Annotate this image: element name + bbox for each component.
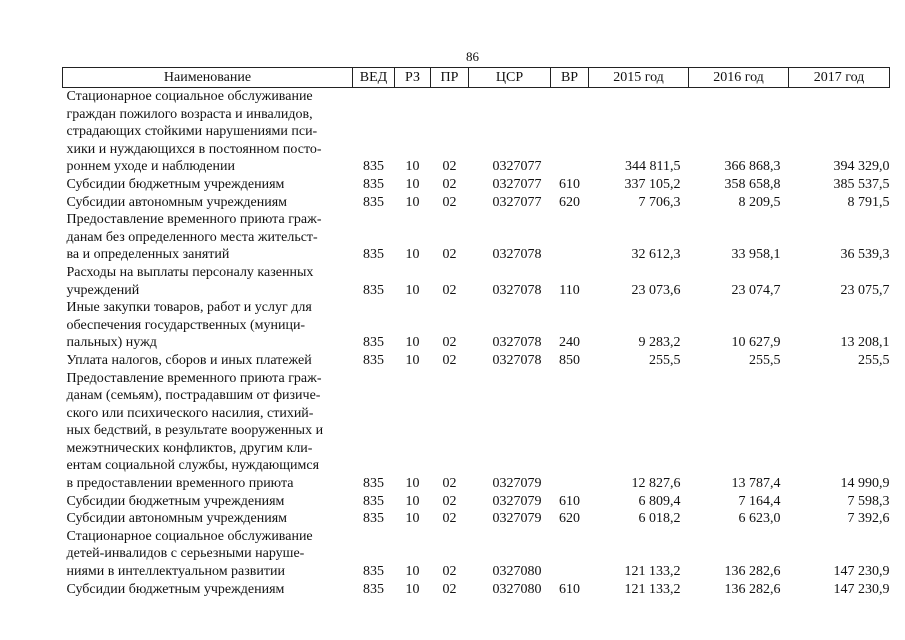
table-row bbox=[63, 176, 890, 194]
header-rz: РЗ bbox=[395, 68, 431, 88]
row-amount-2016: 366 868,3 bbox=[724, 159, 781, 175]
table-row bbox=[63, 264, 890, 299]
row-name: Уплата налогов, сборов и иных платежей bbox=[66, 352, 312, 368]
row-csr: 0327080 bbox=[492, 581, 542, 597]
row-amount-2017: 36 539,3 bbox=[840, 247, 890, 263]
row-pr: 02 bbox=[442, 282, 457, 298]
row-ved: 835 bbox=[363, 335, 384, 351]
table-row bbox=[63, 88, 890, 176]
row-name: Субсидии автономным учреждениям bbox=[66, 194, 288, 210]
row-ved: 835 bbox=[363, 511, 384, 527]
row-name: Иные закупки товаров, работ и услуг для обеспечения государственных (муници- пальных) нужд bbox=[66, 300, 312, 351]
row-pr: 02 bbox=[442, 335, 457, 351]
row-amount-2017: 385 537,5 bbox=[833, 176, 890, 192]
row-name: Субсидии бюджетным учреждениям bbox=[66, 176, 285, 192]
row-amount-2015: 12 827,6 bbox=[631, 476, 681, 492]
row-pr: 02 bbox=[442, 581, 457, 597]
header-pr: ПР bbox=[431, 68, 469, 88]
row-ved: 835 bbox=[363, 159, 384, 175]
row-ved: 835 bbox=[363, 247, 384, 263]
table-row bbox=[63, 510, 890, 528]
row-amount-2016: 7 164,4 bbox=[738, 493, 781, 509]
row-amount-2015: 9 283,2 bbox=[638, 335, 681, 351]
row-amount-2017: 13 208,1 bbox=[840, 335, 890, 351]
header-ved: ВЕД bbox=[353, 68, 395, 88]
row-name: Предоставление временного приюта граж- данам без определенного места жительст- ва и определенных занятий bbox=[66, 212, 322, 263]
header-name: Наименование bbox=[63, 68, 353, 88]
row-amount-2015: 255,5 bbox=[649, 352, 681, 368]
row-vr: 610 bbox=[559, 176, 580, 192]
row-csr: 0327078 bbox=[492, 335, 542, 351]
row-ved: 835 bbox=[363, 194, 384, 210]
row-amount-2016: 13 787,4 bbox=[731, 476, 781, 492]
row-rz: 10 bbox=[405, 194, 420, 210]
row-amount-2015: 337 105,2 bbox=[624, 176, 681, 192]
row-amount-2017: 23 075,7 bbox=[840, 282, 890, 298]
row-amount-2017: 7 392,6 bbox=[847, 511, 890, 527]
table-row bbox=[63, 194, 890, 212]
row-vr bbox=[551, 528, 589, 581]
table-header-row bbox=[63, 68, 890, 88]
row-amount-2016: 8 209,5 bbox=[738, 194, 781, 210]
row-csr: 0327079 bbox=[492, 511, 542, 527]
row-amount-2015: 344 811,5 bbox=[625, 159, 681, 175]
row-name: Субсидии автономным учреждениям bbox=[66, 511, 288, 527]
row-vr bbox=[551, 370, 589, 493]
row-vr: 240 bbox=[559, 335, 580, 351]
page-number: 86 bbox=[466, 49, 479, 64]
row-amount-2017: 255,5 bbox=[858, 352, 890, 368]
row-rz: 10 bbox=[405, 581, 420, 597]
row-csr: 0327077 bbox=[492, 194, 542, 210]
row-vr: 110 bbox=[559, 282, 580, 298]
row-pr: 02 bbox=[442, 352, 457, 368]
table-body bbox=[63, 88, 890, 599]
row-vr: 610 bbox=[559, 581, 580, 597]
row-amount-2016: 33 958,1 bbox=[731, 247, 781, 263]
row-csr: 0327078 bbox=[492, 247, 542, 263]
row-ved: 835 bbox=[363, 564, 384, 580]
row-rz: 10 bbox=[405, 564, 420, 580]
row-amount-2017: 394 329,0 bbox=[833, 159, 890, 175]
row-name: Предоставление временного приюта граж- данам (семьям), пострадавшим от физиче- ского или психического насилия, стихий- ных бедствий, в результате вооруженных и межэтнических конфликтов, другим кли- ентам социальной службы, нуждающимся в предоставлении временного приюта bbox=[66, 370, 324, 492]
row-vr: 620 bbox=[559, 511, 580, 527]
header-2015: 2015 год bbox=[589, 68, 689, 88]
row-pr: 02 bbox=[442, 476, 457, 492]
row-amount-2017: 147 230,9 bbox=[833, 564, 890, 580]
row-ved: 835 bbox=[363, 493, 384, 509]
row-name: Стационарное социальное обслуживание детей-инвалидов с серьезными наруше- ниями в интеллектуальном развитии bbox=[66, 528, 313, 580]
header-2016: 2016 год bbox=[689, 68, 789, 88]
row-amount-2016: 136 282,6 bbox=[724, 564, 781, 580]
row-amount-2015: 32 612,3 bbox=[631, 247, 681, 263]
row-amount-2016: 6 623,0 bbox=[738, 511, 781, 527]
budget-table bbox=[62, 67, 890, 598]
row-vr: 620 bbox=[559, 194, 580, 210]
row-ved: 835 bbox=[363, 476, 384, 492]
header-2017: 2017 год bbox=[789, 68, 890, 88]
table-row bbox=[63, 528, 890, 581]
row-amount-2017: 14 990,9 bbox=[840, 476, 890, 492]
row-vr bbox=[551, 88, 589, 176]
row-amount-2016: 255,5 bbox=[749, 352, 781, 368]
row-amount-2017: 147 230,9 bbox=[833, 581, 890, 597]
row-pr: 02 bbox=[442, 493, 457, 509]
row-vr bbox=[551, 211, 589, 264]
row-amount-2015: 6 809,4 bbox=[638, 493, 681, 509]
row-rz: 10 bbox=[405, 335, 420, 351]
table-row bbox=[63, 352, 890, 370]
row-amount-2015: 6 018,2 bbox=[638, 511, 681, 527]
row-amount-2017: 7 598,3 bbox=[847, 493, 890, 509]
row-amount-2015: 23 073,6 bbox=[631, 282, 681, 298]
row-rz: 10 bbox=[405, 176, 420, 192]
row-rz: 10 bbox=[405, 476, 420, 492]
table-row bbox=[63, 581, 890, 599]
row-amount-2016: 10 627,9 bbox=[731, 335, 781, 351]
row-name: Расходы на выплаты персоналу казенных учреждений bbox=[66, 264, 314, 298]
row-ved: 835 bbox=[363, 581, 384, 597]
table-row bbox=[63, 299, 890, 352]
row-rz: 10 bbox=[405, 282, 420, 298]
row-vr: 610 bbox=[559, 493, 580, 509]
row-ved: 835 bbox=[363, 176, 384, 192]
row-rz: 10 bbox=[405, 352, 420, 368]
row-pr: 02 bbox=[442, 176, 457, 192]
row-pr: 02 bbox=[442, 159, 457, 175]
row-name: Субсидии бюджетным учреждениям bbox=[66, 493, 285, 509]
header-vr: ВР bbox=[551, 68, 589, 88]
row-ved: 835 bbox=[363, 282, 384, 298]
row-csr: 0327080 bbox=[492, 564, 542, 580]
row-name: Стационарное социальное обслуживание граждан пожилого возраста и инвалидов, страдающих стойкими нарушениями пси- хики и нуждающихся в постоянном посто- роннем уходе и наблюдении bbox=[66, 89, 322, 175]
row-csr: 0327077 bbox=[492, 176, 542, 192]
row-csr: 0327079 bbox=[492, 493, 542, 509]
header-csr: ЦСР bbox=[469, 68, 551, 88]
row-rz: 10 bbox=[405, 493, 420, 509]
row-rz: 10 bbox=[405, 247, 420, 263]
row-pr: 02 bbox=[442, 247, 457, 263]
row-pr: 02 bbox=[442, 194, 457, 210]
table-row bbox=[63, 211, 890, 264]
row-rz: 10 bbox=[405, 511, 420, 527]
row-amount-2015: 121 133,2 bbox=[624, 564, 681, 580]
row-vr: 850 bbox=[559, 352, 580, 368]
row-csr: 0327078 bbox=[492, 352, 542, 368]
row-amount-2016: 136 282,6 bbox=[724, 581, 781, 597]
row-amount-2017: 8 791,5 bbox=[847, 194, 890, 210]
row-csr: 0327077 bbox=[492, 159, 542, 175]
row-csr: 0327079 bbox=[492, 476, 542, 492]
row-rz: 10 bbox=[405, 159, 420, 175]
row-ved: 835 bbox=[363, 352, 384, 368]
row-pr: 02 bbox=[442, 511, 457, 527]
table-row bbox=[63, 493, 890, 511]
row-csr: 0327078 bbox=[492, 282, 542, 298]
row-name: Субсидии бюджетным учреждениям bbox=[66, 581, 285, 597]
row-amount-2016: 358 658,8 bbox=[724, 176, 781, 192]
row-pr: 02 bbox=[442, 564, 457, 580]
row-amount-2016: 23 074,7 bbox=[731, 282, 781, 298]
table-row bbox=[63, 370, 890, 493]
row-amount-2015: 121 133,2 bbox=[624, 581, 681, 597]
row-amount-2015: 7 706,3 bbox=[638, 194, 681, 210]
